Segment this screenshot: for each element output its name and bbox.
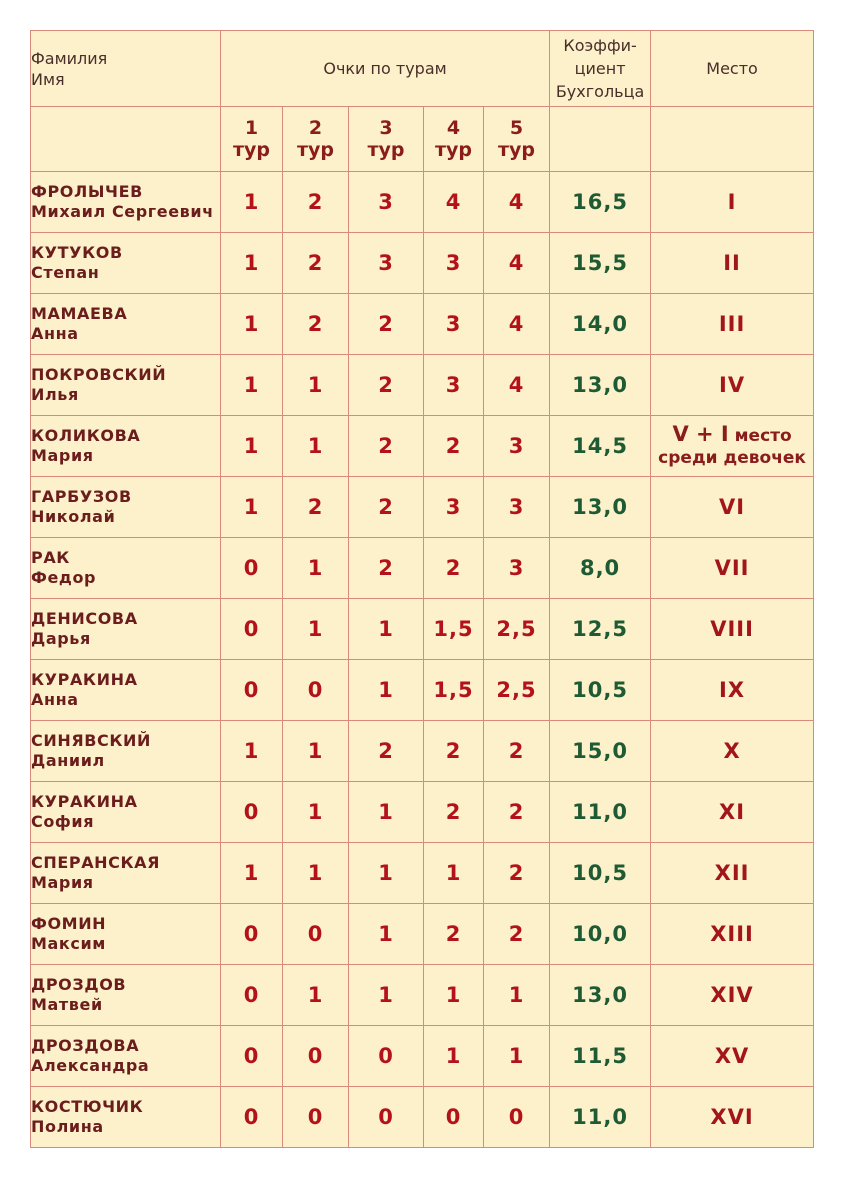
tour-word: тур (498, 139, 536, 161)
tour-4-score: 4 (424, 172, 484, 233)
buchholz-coefficient: 15,0 (550, 721, 651, 782)
tour-1-score: 1 (221, 477, 283, 538)
tour-1-score: 1 (221, 721, 283, 782)
table-row (31, 1026, 814, 1087)
place-cell: XIII (651, 904, 814, 965)
tour-1-score: 0 (221, 904, 283, 965)
tour-4-score: 2 (424, 904, 484, 965)
table-row (31, 660, 814, 721)
table-row (31, 904, 814, 965)
player-name-cell (31, 538, 221, 599)
tour-5-score: 4 (484, 355, 550, 416)
place-cell: VIII (651, 599, 814, 660)
tour-1-score: 0 (221, 1026, 283, 1087)
tour-1-header (221, 107, 283, 172)
tour-1-score: 0 (221, 965, 283, 1026)
place-cell: II (651, 233, 814, 294)
tour-4-score: 3 (424, 477, 484, 538)
tour-4-score: 1,5 (424, 599, 484, 660)
tour-5-score: 3 (484, 538, 550, 599)
tour-1-score: 0 (221, 1087, 283, 1148)
tour-5-score: 4 (484, 172, 550, 233)
tour-header-blank (31, 107, 221, 172)
tour-4-score: 2 (424, 782, 484, 843)
tour-2-score: 1 (283, 599, 349, 660)
table-row (31, 965, 814, 1026)
player-name-cell (31, 355, 221, 416)
tour-2-score: 0 (283, 1026, 349, 1087)
player-first-name: Николай (31, 507, 116, 526)
tour-number: 3 (379, 117, 393, 139)
table-row (31, 355, 814, 416)
player-first-name: Анна (31, 324, 79, 343)
place-cell: XVI (651, 1087, 814, 1148)
player-first-name: София (31, 812, 95, 831)
player-name-cell (31, 599, 221, 660)
player-surname: КОЛИКОВА (31, 426, 141, 445)
player-surname: КУТУКОВ (31, 243, 123, 262)
player-surname: ДРОЗДОВ (31, 975, 127, 994)
buchholz-coefficient: 8,0 (550, 538, 651, 599)
player-surname: МАМАЕВА (31, 304, 128, 323)
player-name-cell (31, 782, 221, 843)
player-first-name: Александра (31, 1056, 150, 1075)
player-first-name: Дарья (31, 629, 91, 648)
player-name-cell (31, 1026, 221, 1087)
place-note (651, 423, 813, 469)
tour-5-score: 4 (484, 233, 550, 294)
tour-3-score: 1 (349, 782, 424, 843)
table-row (31, 233, 814, 294)
player-first-name: Даниил (31, 751, 105, 770)
tour-2-score: 1 (283, 782, 349, 843)
player-first-name: Федор (31, 568, 97, 587)
player-first-name: Мария (31, 446, 94, 465)
buchholz-coefficient: 10,0 (550, 904, 651, 965)
coef-header-line1: Коэффи- (563, 36, 637, 55)
tour-5-score: 4 (484, 294, 550, 355)
buchholz-coefficient: 10,5 (550, 660, 651, 721)
table-row (31, 538, 814, 599)
player-name-cell (31, 294, 221, 355)
player-first-name: Илья (31, 385, 79, 404)
tour-3-score: 2 (349, 355, 424, 416)
player-name-cell (31, 965, 221, 1026)
tour-5-score: 2 (484, 782, 550, 843)
place-cell: III (651, 294, 814, 355)
player-surname: ДРОЗДОВА (31, 1036, 140, 1055)
tour-3-score: 2 (349, 538, 424, 599)
place-note-line2: среди девочек (658, 448, 806, 468)
tour-3-score: 2 (349, 721, 424, 782)
tour-4-score: 0 (424, 1087, 484, 1148)
place-cell: IV (651, 355, 814, 416)
table-row (31, 477, 814, 538)
tour-number: 5 (509, 117, 524, 139)
tour-3-score: 3 (349, 172, 424, 233)
tour-number: 1 (244, 117, 259, 139)
player-surname: ГАРБУЗОВ (31, 487, 132, 506)
name-header-line2: Имя (31, 69, 65, 89)
tour-4-score: 1 (424, 1026, 484, 1087)
table-row (31, 416, 814, 477)
tour-word: тур (367, 139, 405, 161)
player-name-cell (31, 172, 221, 233)
name-header-line1: Фамилия (31, 48, 108, 68)
tour-1-score: 0 (221, 538, 283, 599)
place-header-blank (651, 107, 814, 172)
player-name-cell (31, 416, 221, 477)
player-surname: ФРОЛЫЧЕВ (31, 182, 143, 201)
tour-word: тур (297, 139, 334, 161)
tour-2-score: 1 (283, 538, 349, 599)
tour-5-score: 2 (484, 843, 550, 904)
place-column-header: Место (651, 31, 814, 107)
tour-5-header (484, 107, 550, 172)
tours-column-header: Очки по турам (221, 31, 550, 107)
tour-1-score: 1 (221, 294, 283, 355)
tour-3-score: 1 (349, 965, 424, 1026)
tour-3-score: 3 (349, 233, 424, 294)
tour-5-score: 3 (484, 477, 550, 538)
player-surname: СПЕРАНСКАЯ (31, 853, 161, 872)
buchholz-coefficient: 14,5 (550, 416, 651, 477)
tour-1-score: 1 (221, 172, 283, 233)
tour-3-score: 2 (349, 416, 424, 477)
table-row (31, 172, 814, 233)
tour-2-score: 0 (283, 1087, 349, 1148)
player-first-name: Максим (31, 934, 106, 953)
tour-5-score: 0 (484, 1087, 550, 1148)
tour-2-header (283, 107, 349, 172)
tour-number: 4 (446, 117, 461, 139)
tour-2-score: 2 (283, 477, 349, 538)
place-suffix: место (728, 426, 792, 446)
tour-2-score: 1 (283, 721, 349, 782)
tour-4-score: 1 (424, 965, 484, 1026)
tour-3-score: 1 (349, 660, 424, 721)
table-row (31, 782, 814, 843)
tour-4-score: 2 (424, 538, 484, 599)
player-surname: КУРАКИНА (31, 792, 138, 811)
tour-1-score: 1 (221, 233, 283, 294)
header-row (31, 31, 814, 107)
player-surname: ПОКРОВСКИЙ (31, 365, 167, 384)
tour-word: тур (435, 139, 472, 161)
buchholz-coefficient: 13,0 (550, 965, 651, 1026)
player-first-name: Степан (31, 263, 100, 282)
tour-2-score: 1 (283, 416, 349, 477)
place-cell: XIV (651, 965, 814, 1026)
buchholz-coefficient: 11,0 (550, 782, 651, 843)
tour-number: 2 (308, 117, 323, 139)
buchholz-coefficient: 14,0 (550, 294, 651, 355)
tour-1-score: 1 (221, 843, 283, 904)
tour-4-score: 3 (424, 355, 484, 416)
tour-3-score: 1 (349, 843, 424, 904)
table-row (31, 843, 814, 904)
tour-word: тур (233, 139, 270, 161)
table-row (31, 599, 814, 660)
tour-5-score: 2 (484, 904, 550, 965)
tour-5-score: 2,5 (484, 660, 550, 721)
buchholz-coefficient: 11,0 (550, 1087, 651, 1148)
player-first-name: Матвей (31, 995, 103, 1014)
name-column-header (31, 31, 221, 107)
results-table (30, 30, 814, 1148)
buchholz-coefficient: 13,0 (550, 355, 651, 416)
tour-3-score: 0 (349, 1087, 424, 1148)
place-cell: IX (651, 660, 814, 721)
tour-2-score: 2 (283, 172, 349, 233)
tour-2-score: 2 (283, 294, 349, 355)
player-surname: КОСТЮЧИК (31, 1097, 144, 1116)
player-first-name: Анна (31, 690, 79, 709)
buchholz-coefficient: 15,5 (550, 233, 651, 294)
player-name-cell (31, 660, 221, 721)
tour-4-score: 2 (424, 721, 484, 782)
place-cell: X (651, 721, 814, 782)
player-name-cell (31, 721, 221, 782)
place-cell (651, 416, 814, 477)
tour-1-score: 0 (221, 782, 283, 843)
player-name-cell (31, 1087, 221, 1148)
place-cell: XV (651, 1026, 814, 1087)
place-cell: VII (651, 538, 814, 599)
coef-header-line3: Бухгольца (555, 82, 645, 101)
place-cell: XI (651, 782, 814, 843)
player-name-cell (31, 843, 221, 904)
tour-1-score: 0 (221, 660, 283, 721)
tour-3-score: 2 (349, 477, 424, 538)
tour-5-score: 1 (484, 965, 550, 1026)
tour-2-score: 0 (283, 904, 349, 965)
tour-2-score: 2 (283, 233, 349, 294)
player-name-cell (31, 233, 221, 294)
tour-1-score: 1 (221, 355, 283, 416)
tour-2-score: 1 (283, 355, 349, 416)
tour-2-score: 0 (283, 660, 349, 721)
tour-3-score: 1 (349, 599, 424, 660)
player-surname: РАК (31, 548, 70, 567)
place-cell: VI (651, 477, 814, 538)
place-cell: I (651, 172, 814, 233)
tour-1-score: 1 (221, 416, 283, 477)
tour-5-score: 3 (484, 416, 550, 477)
coef-header-blank (550, 107, 651, 172)
buchholz-coefficient: 12,5 (550, 599, 651, 660)
buchholz-coefficient: 11,5 (550, 1026, 651, 1087)
tour-4-score: 2 (424, 416, 484, 477)
tour-1-score: 0 (221, 599, 283, 660)
buchholz-coefficient: 16,5 (550, 172, 651, 233)
player-first-name: Полина (31, 1117, 104, 1136)
player-surname: ДЕНИСОВА (31, 609, 138, 628)
table-row (31, 294, 814, 355)
results-body (31, 172, 814, 1148)
table-row (31, 1087, 814, 1148)
tour-3-score: 2 (349, 294, 424, 355)
place-value: V + I (672, 422, 729, 446)
tour-4-score: 3 (424, 233, 484, 294)
tour-4-header (424, 107, 484, 172)
place-cell: XII (651, 843, 814, 904)
tour-4-score: 3 (424, 294, 484, 355)
coef-header-line2: циент (574, 59, 626, 78)
tour-3-header (349, 107, 424, 172)
player-first-name: Михаил Сергеевич (31, 202, 214, 221)
tour-number-row (31, 107, 814, 172)
player-name-cell (31, 477, 221, 538)
table-row (31, 721, 814, 782)
tour-5-score: 2,5 (484, 599, 550, 660)
player-first-name: Мария (31, 873, 94, 892)
player-surname: СИНЯВСКИЙ (31, 731, 152, 750)
tour-2-score: 1 (283, 965, 349, 1026)
tour-3-score: 1 (349, 904, 424, 965)
buchholz-coefficient: 10,5 (550, 843, 651, 904)
tour-4-score: 1 (424, 843, 484, 904)
tour-2-score: 1 (283, 843, 349, 904)
player-name-cell (31, 904, 221, 965)
tour-4-score: 1,5 (424, 660, 484, 721)
player-surname: КУРАКИНА (31, 670, 138, 689)
tour-5-score: 1 (484, 1026, 550, 1087)
player-surname: ФОМИН (31, 914, 107, 933)
tour-3-score: 0 (349, 1026, 424, 1087)
tour-5-score: 2 (484, 721, 550, 782)
coef-column-header (550, 31, 651, 107)
buchholz-coefficient: 13,0 (550, 477, 651, 538)
